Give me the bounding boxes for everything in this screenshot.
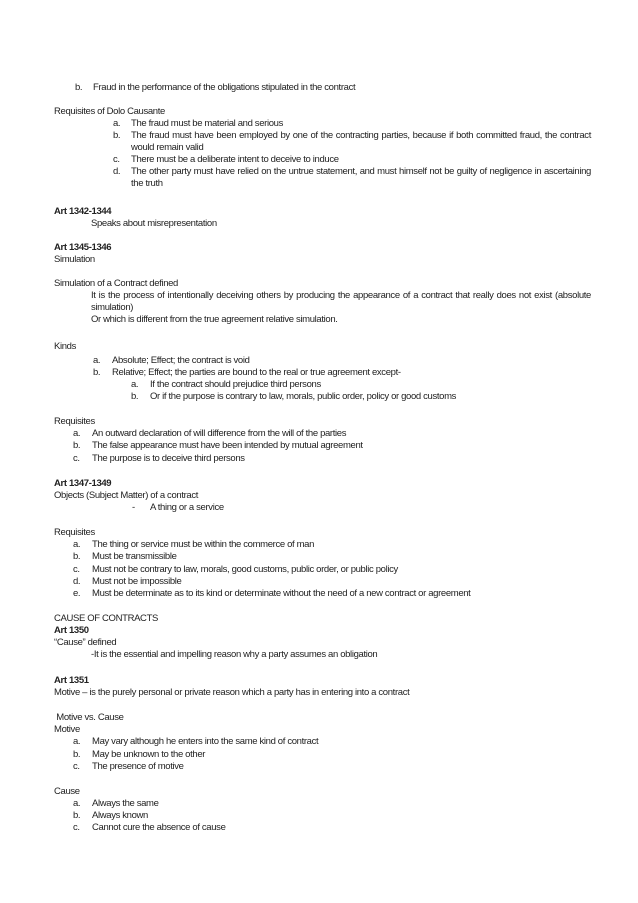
list-marker: c. <box>73 564 80 575</box>
list-item <box>0 749 638 761</box>
list-item <box>0 810 638 822</box>
list-item <box>0 588 638 600</box>
list-text: The false appearance must have been intended by mutual agreement <box>92 440 363 451</box>
list-text: Always the same <box>92 798 159 809</box>
section-heading: CAUSE OF CONTRACTS <box>54 613 159 624</box>
list-marker: b. <box>93 367 101 378</box>
list-marker: a. <box>73 539 81 550</box>
list-marker: b. <box>131 391 139 402</box>
list-marker: c. <box>113 154 120 165</box>
list-text: The thing or service must be within the commerce of man <box>92 539 315 550</box>
list-item <box>0 355 638 367</box>
list-marker: a. <box>93 355 101 366</box>
list-text: If the contract should prejudice third persons <box>150 379 321 390</box>
section-heading: Requisites <box>54 416 95 427</box>
list-item <box>0 367 638 379</box>
article-text: Motive – is the purely personal or private reason which a party has in entering into a contract <box>54 687 410 698</box>
sub-heading: Motive <box>54 724 80 735</box>
list-item <box>0 551 638 563</box>
list-marker: d. <box>73 576 81 587</box>
list-text: The fraud must be material and serious <box>131 118 283 129</box>
section-heading: Requisites <box>54 527 95 538</box>
list-item <box>0 118 638 130</box>
list-text: May be unknown to the other <box>92 749 206 760</box>
list-item <box>0 428 638 440</box>
list-text: There must be a deliberate intent to deceive to induce <box>131 154 339 165</box>
article-heading: Art 1347-1349 <box>54 478 112 489</box>
list-text: Fraud in the performance of the obligations stipulated in the contract <box>93 82 356 93</box>
dash-marker: - <box>132 502 135 513</box>
section-heading: Simulation of a Contract defined <box>54 278 178 289</box>
list-text: An outward declaration of will difference from the will of the parties <box>92 428 347 439</box>
paragraph-text: It is the process of intentionally deceiving others by producing the appearance of a contract that really does not exist (absolute simulation) <box>91 290 591 313</box>
list-text: Relative; Effect; the parties are bound to the real or true agreement except- <box>112 367 401 378</box>
list-item <box>0 576 638 588</box>
article-subheading: Objects (Subject Matter) of a contract <box>54 490 199 501</box>
list-marker: e. <box>73 588 81 599</box>
article-heading: Art 1351 <box>54 675 89 686</box>
list-text: Must be determinate as to its kind or determinate without the need of a new contract or agreement <box>92 588 471 599</box>
list-marker: b. <box>73 551 81 562</box>
list-item <box>0 82 638 94</box>
list-text: Must be transmissible <box>92 551 177 562</box>
list-item <box>0 166 638 190</box>
paragraph-text: Or which is different from the true agreement relative simulation. <box>91 314 338 325</box>
list-marker: c. <box>73 453 80 464</box>
list-marker: a. <box>73 428 81 439</box>
article-heading: Art 1342-1344 <box>54 206 112 217</box>
article-heading: Art 1345-1346 <box>54 242 112 253</box>
list-marker: c. <box>73 822 80 833</box>
list-text: The purpose is to deceive third persons <box>92 453 245 464</box>
section-heading: Motive vs. Cause <box>54 712 124 723</box>
list-text: The other party must have relied on the untrue statement, and must himself not be guilty of negligence in ascertaining the truth <box>131 166 591 189</box>
list-item <box>0 440 638 452</box>
definition-heading: “Cause” defined <box>54 637 117 648</box>
list-text: Always known <box>92 810 148 821</box>
sub-list-item <box>0 379 638 391</box>
list-text: The fraud must have been employed by one of the contracting parties, because if both committed fraud, the contract would remain valid <box>131 130 591 153</box>
list-item <box>0 564 638 576</box>
section-heading: Requisites of Dolo Causante <box>54 106 165 117</box>
article-subheading: Simulation <box>54 254 95 265</box>
list-item <box>0 798 638 810</box>
dash-text: A thing or a service <box>150 502 224 513</box>
list-text: Or if the purpose is contrary to law, morals, public order, policy or good customs <box>150 391 457 402</box>
list-item <box>0 453 638 465</box>
article-heading: Art 1350 <box>54 625 89 636</box>
list-marker: a. <box>73 736 81 747</box>
list-marker: b. <box>113 130 121 141</box>
list-text: Cannot cure the absence of cause <box>92 822 226 833</box>
list-text: May vary although he enters into the same kind of contract <box>92 736 319 747</box>
list-text: The presence of motive <box>92 761 184 772</box>
list-item <box>0 130 638 154</box>
list-marker: b. <box>73 749 81 760</box>
list-marker: c. <box>73 761 80 772</box>
list-text: Must not be impossible <box>92 576 182 587</box>
list-item <box>0 154 638 166</box>
list-item <box>0 736 638 748</box>
section-heading: Kinds <box>54 341 77 352</box>
list-marker: a. <box>73 798 81 809</box>
list-marker: b. <box>73 810 81 821</box>
sub-heading: Cause <box>54 786 80 797</box>
sub-list-item <box>0 391 638 403</box>
list-item <box>0 761 638 773</box>
list-item <box>0 539 638 551</box>
dash-item <box>0 502 638 514</box>
paragraph <box>0 290 638 314</box>
list-text: Must not be contrary to law, morals, good customs, public order, or public policy <box>92 564 398 575</box>
definition-text: -It is the essential and impelling reason why a party assumes an obligation <box>91 649 378 660</box>
list-text: Absolute; Effect; the contract is void <box>112 355 250 366</box>
list-marker: a. <box>113 118 121 129</box>
article-text: Speaks about misrepresentation <box>91 218 217 229</box>
list-item <box>0 822 638 834</box>
list-marker: d. <box>113 166 121 177</box>
list-marker: b. <box>75 82 83 93</box>
list-marker: a. <box>131 379 139 390</box>
list-marker: b. <box>73 440 81 451</box>
